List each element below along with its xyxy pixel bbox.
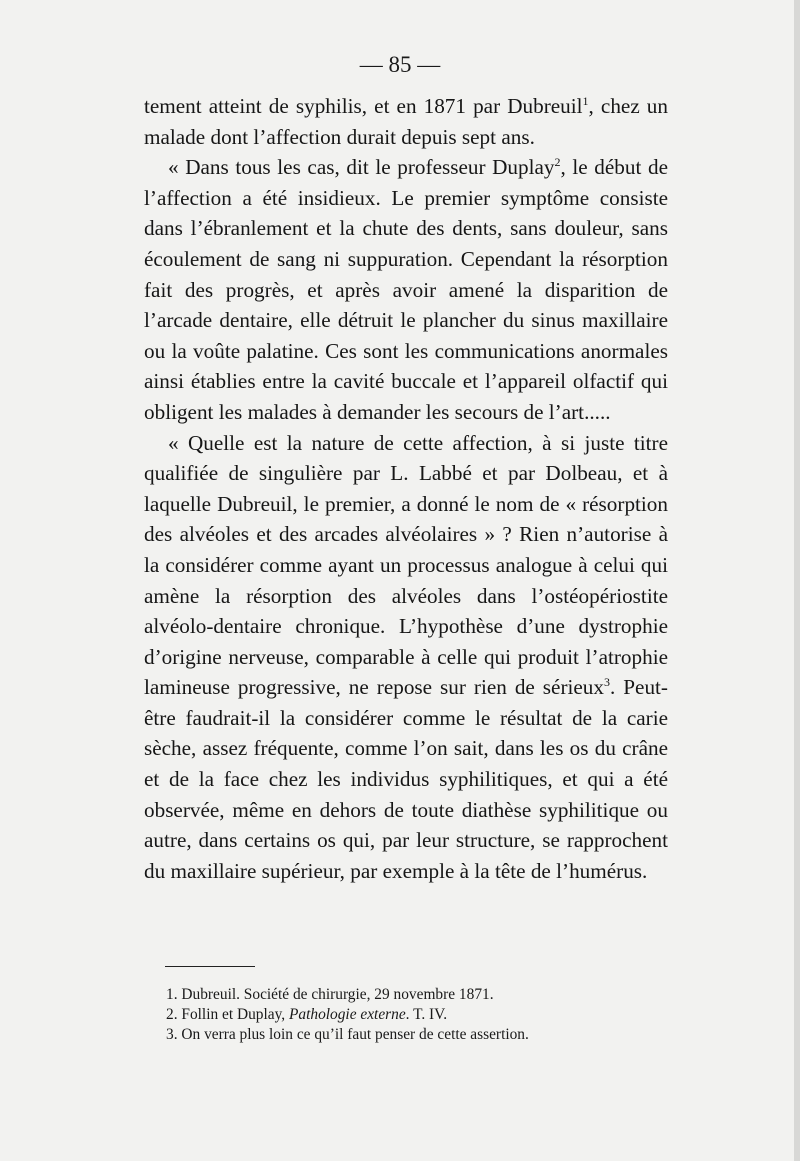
footnotes — [166, 985, 666, 1045]
paragraph-1-text-b: , chez un malade dont l’affection durait depuis sept ans. — [144, 94, 668, 149]
footnote-1-text: Dubreuil. Société de chirurgie, 29 novembre 1871. — [181, 986, 494, 1003]
footnote-2-number: 2. — [166, 1006, 178, 1023]
footnote-separator — [165, 966, 255, 967]
footnote-3-number: 3. — [166, 1026, 178, 1043]
footnote-3 — [166, 1025, 666, 1045]
paragraph-2-text-a: « Dans tous les cas, dit le professeur Duplay — [168, 155, 555, 180]
footnote-3-text: On verra plus loin ce qu’il faut penser de cette assertion. — [181, 1026, 529, 1043]
paragraph-1 — [144, 91, 668, 152]
paragraph-3-text-a: « Quelle est la nature de cette affection, à si juste titre qualifiée de singulière par L. Labbé et par Dolbeau, et à laquelle Dubreuil, le premier, a donné le nom de « résorption des alvéoles et des arcades alvéolaires » ? Rien n’autorise à la considérer comme ayant un processus analogue à celui qui amène la résorption des alvéoles dans l’ostéopériostite alvéolo-dentaire chronique. L’hypothèse d’une dystrophie d’origine nerveuse, comparable à celle qui produit l’atrophie lamineuse progressive, ne repose sur rien de sérieux — [144, 430, 668, 700]
footnote-2-text-b: . T. IV. — [405, 1006, 448, 1023]
paragraph-2-text-b: , le début de l’affection a été insidieux. Le premier symptôme consiste dans l’ébranlement et la chute des dents, sans douleur, sans écoulement de sang ni suppuration. Cependant la résorption fait des progrès, et après avoir amené la disparition de l’arcade dentaire, elle détruit le plancher du sinus maxillaire ou la voûte palatine. Ces sont les communications anormales ainsi établies entre la cavité buccale et l’appareil olfactif qui obligent les malades à demander les secours de l’art..... — [144, 155, 668, 424]
page-number: — 85 — — [359, 52, 441, 77]
paragraph-3 — [144, 428, 668, 887]
footnote-2-text-a: Follin et Duplay, — [181, 1006, 289, 1023]
footnote-2 — [166, 1005, 666, 1025]
footnote-2-title: Pathologie externe — [289, 1006, 406, 1023]
footnote-ref-3: 3 — [604, 675, 610, 690]
footnote-1 — [166, 985, 666, 1005]
footnote-ref-1: 1 — [582, 93, 589, 108]
paragraph-1-text-a: tement atteint de syphilis, et en 1871 par Dubreuil — [144, 94, 583, 118]
paragraph-2 — [144, 152, 668, 427]
paragraph-3-text-b: . Peut-être faudrait-il la considérer comme le résultat de la carie sèche, assez fréquente, comme l’on sait, dans les os du crâne et de la face chez les individus syphilitiques, et qui a été observée, même en dehors de toute diathèse syphilitique ou autre, dans certains os qui, par leur structure, se rapprochent du maxillaire supérieur, par exemple à la tête de l’humérus. — [144, 675, 668, 883]
body-text — [144, 91, 668, 886]
footnote-ref-2: 2 — [554, 155, 561, 170]
footnote-1-number: 1. — [166, 986, 178, 1003]
page-edge — [794, 0, 800, 1161]
